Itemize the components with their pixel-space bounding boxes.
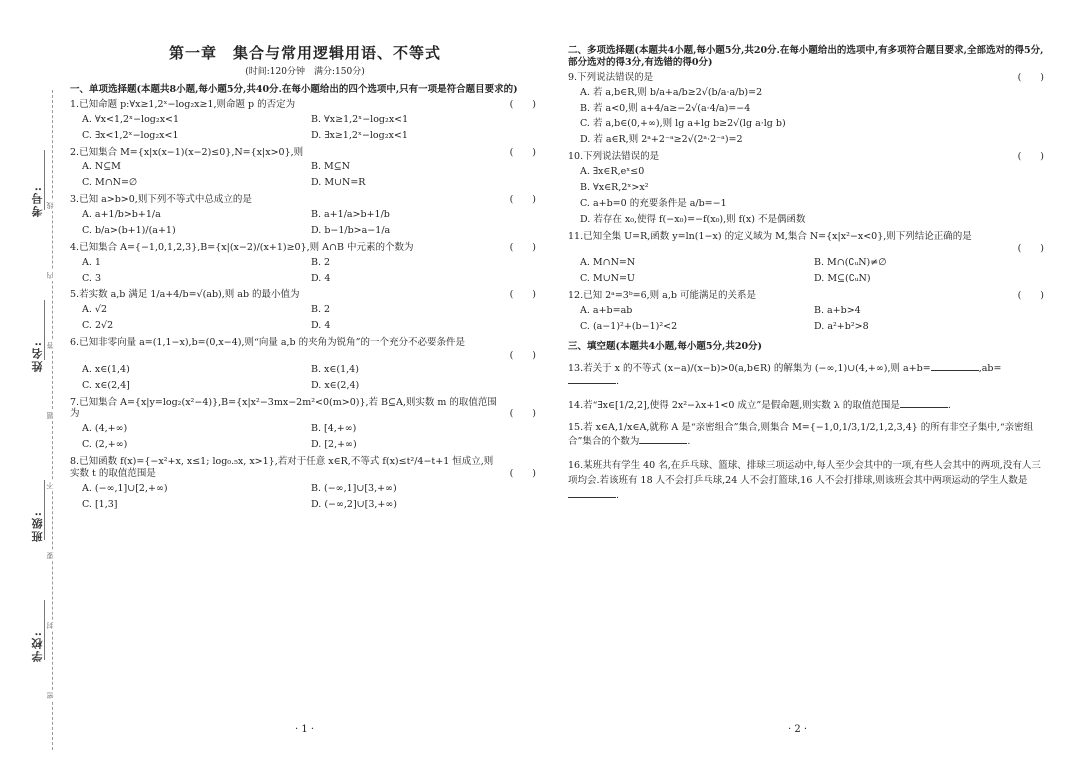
seal-hint-char: 题: [46, 412, 54, 419]
option-a: A. N⊆M: [82, 161, 121, 173]
page-number-1: · 1 ·: [295, 724, 315, 735]
question-stem: 11.已知全集 U=R,函数 y=ln(1−x) 的定义域为 M,集合 N={x|x²−x<0},则下列结论正确的是: [568, 230, 972, 242]
option-a: A. a+b=ab: [580, 304, 633, 316]
option-d: D. [2,+∞): [311, 439, 357, 451]
question-1: [70, 99, 540, 144]
option-b: B. M∩(∁ᵤN)≠∅: [814, 257, 887, 269]
page-2: [568, 42, 1048, 504]
seal-label-class: 班级:: [31, 510, 44, 543]
answer-bracket: ( ): [509, 349, 536, 361]
answer-bracket: ( ): [509, 467, 536, 479]
exam-time-score: (时间:120分钟 满分:150分): [245, 66, 365, 77]
option-a: A. 若 a,b∈R,则 b/a+a/b≥2√(b/a·a/b)=2: [580, 86, 763, 98]
option-b: B. a+b>4: [814, 304, 861, 316]
section-heading-single-choice: 一、单项选择题(本题共8小题,每小题5分,共40分.在每小题给出的四个选项中,只有一项是符合题目要求的): [70, 84, 518, 95]
answer-blank: [639, 434, 687, 444]
answer-bracket: ( ): [509, 241, 536, 253]
binding-seal-strip: [0, 0, 70, 768]
question-stem: 8.已知函数 f(x)={−x²+x, x≤1; log₀.₅x, x>1},若对于任意 x∈R,不等式 f(x)≤t²/4−t+1 恒成立,则实数 t 的取值范围是: [70, 456, 494, 479]
question-16: [568, 458, 1048, 504]
question-stem: 3.已知 a>b>0,则下列不等式中总成立的是: [70, 194, 252, 206]
question-3: [70, 194, 540, 239]
question-stem: 1.已知命题 p:∀x≥1,2ˣ−log₂x≥1,则命题 p 的否定为: [70, 98, 296, 110]
section-heading-fill-in: 三、填空题(本题共4小题,每小题5分,共20分): [568, 340, 763, 352]
option-b: B. x∈(1,4): [311, 363, 359, 375]
question-stem: 10.下列说法错误的是: [568, 151, 660, 163]
answer-bracket: ( ): [1017, 71, 1044, 83]
option-a: A. (−∞,1]∪[2,+∞): [82, 482, 168, 494]
option-d: D. b−1/b>a−1/a: [311, 224, 391, 236]
seal-label-name: 姓名:: [31, 340, 44, 373]
question-stem: 5.若实数 a,b 满足 1/a+4/b=√(ab),则 ab 的最小值为: [70, 289, 300, 301]
question-stem-tail: .: [616, 490, 620, 502]
option-a: A. ∃x∈R,eˣ≤0: [580, 166, 645, 177]
answer-blank: [568, 488, 616, 498]
seal-label-school: 学校:: [31, 630, 44, 663]
option-c: C. ∃x<1,2ˣ−log₂x<1: [82, 129, 179, 141]
option-b: B. [4,+∞): [311, 423, 357, 435]
option-c: C. b/a>(b+1)/(a+1): [82, 224, 176, 236]
seal-hint-char: 线: [46, 202, 54, 209]
option-d: D. a²+b²>8: [814, 320, 869, 332]
option-b: B. a+1/a>b+1/b: [311, 209, 390, 220]
question-stem: 16.某班共有学生 40 名,在乒乓球、篮球、排球三项运动中,每人至少会其中的一项,有些人会其中的两项,没有人三项均会.若该班有 18 人不会打乒乓球,24 人不会打篮球,16 人不会打排球,则该班会其中两项运动的学生人数是: [568, 459, 1041, 487]
option-d: D. ∃x≥1,2ˣ−log₂x<1: [311, 129, 408, 141]
option-b: B. M⊆N: [311, 161, 351, 173]
option-d: D. (−∞,2]∪[3,+∞): [311, 498, 397, 510]
question-stem: 6.已知非零向量 a=(1,1−x),b=(0,x−4),则“向量 a,b 的夹角为锐角”的一个充分不必要条件是: [70, 337, 465, 348]
answer-blank: [568, 374, 616, 384]
page-number-2: · 2 ·: [788, 724, 808, 735]
option-b: B. (−∞,1]∪[3,+∞): [311, 482, 397, 494]
option-a: A. 1: [82, 256, 101, 268]
answer-bracket: ( ): [1017, 243, 1044, 255]
question-15: [568, 422, 1048, 448]
option-d: D. M⊆(∁ᵤN): [814, 273, 871, 285]
option-d: D. 若 a∈R,则 2ᵃ+2⁻ᵃ≥2√(2ᵃ·2⁻ᵃ)=2: [580, 134, 743, 146]
option-b: B. ∀x∈R,2ˣ>x²: [580, 181, 649, 193]
option-c: C. 2√2: [82, 320, 114, 332]
answer-bracket: ( ): [1017, 151, 1044, 163]
question-stem: 14.若“∃x∈[1/2,2],使得 2x²−λx+1<0 成立”是假命题,则实数 λ 的取值范围是: [568, 400, 900, 412]
page-title: 第一章 集合与常用逻辑用语、不等式: [168, 44, 441, 62]
seal-hint-char: 密: [46, 692, 54, 699]
option-c: C. (2,+∞): [82, 439, 128, 451]
question-14: [568, 398, 1048, 412]
answer-bracket: ( ): [509, 194, 536, 206]
question-stem-tail: .: [687, 436, 691, 447]
option-a: A. a+1/b>b+1/a: [82, 209, 161, 220]
answer-bracket: ( ): [509, 289, 536, 301]
option-b: B. 若 a<0,则 a+4/a≥−2√(a·4/a)=−4: [580, 102, 751, 114]
question-6: [70, 337, 540, 394]
option-a: A. M∩N=N: [580, 257, 636, 269]
option-c: C. (a−1)²+(b−1)²<2: [580, 320, 678, 332]
answer-bracket: ( ): [509, 408, 536, 420]
option-b: B. 2: [311, 304, 331, 316]
seal-hint-char: 不: [46, 482, 54, 489]
question-stem-tail: .: [947, 400, 951, 412]
option-d: D. 4: [311, 320, 331, 332]
page-1: [70, 40, 540, 515]
option-a: A. ∀x<1,2ˣ−log₂x<1: [82, 113, 180, 125]
question-stem: 4.已知集合 A={−1,0,1,2,3},B={x|(x−2)/(x+1)≥0},则 A∩B 中元素的个数为: [70, 241, 414, 253]
option-d: D. M∪N=R: [311, 177, 366, 189]
option-d: D. 若存在 x₀,使得 f(−x₀)=−f(x₀),则 f(x) 不是偶函数: [580, 213, 806, 225]
option-d: D. 4: [311, 272, 331, 284]
answer-bracket: ( ): [1017, 290, 1044, 301]
question-stem: 7.已知集合 A={x|y=log₂(x²−4)},B={x|x²−3mx−2m²<0(m>0)},若 B⊆A,则实数 m 的取值范围为: [70, 396, 497, 420]
question-2: [70, 147, 540, 192]
option-c: C. [1,3]: [82, 498, 118, 510]
option-c: C. M∩N=∅: [82, 177, 138, 189]
question-stem-tail: .: [616, 376, 620, 388]
question-stem: 15.若 x∈A,1/x∈A,就称 A 是“亲密组合”集合,则集合 M={−1,0,1/3,1/2,1,2,3,4} 的所有非空子集中,“亲密组合”集合的个数为: [568, 422, 1034, 447]
option-a: A. x∈(1,4): [82, 363, 130, 375]
question-8: [70, 456, 540, 513]
question-10: [568, 151, 1048, 227]
question-stem: 9.下列说法错误的是: [568, 71, 654, 83]
question-9: [568, 72, 1048, 148]
option-c: C. 3: [82, 272, 102, 284]
option-c: C. x∈(2,4]: [82, 379, 130, 391]
section-heading-multiple-choice: 二、多项选择题(本题共4小题,每小题5分,共20分.在每小题给出的选项中,有多项符合题目要求,全部选对的得5分,部分选对的得3分,有选错的得0分): [568, 45, 1044, 68]
option-b: B. ∀x≥1,2ˣ−log₂x<1: [311, 113, 409, 125]
question-stem: 13.若关于 x 的不等式 (x−a)/(x−b)>0(a,b∈R) 的解集为 (−∞,1)∪(4,+∞),则 a+b=: [568, 362, 931, 374]
question-stem-mid: ,ab=: [978, 362, 1002, 374]
seal-hint-char: 封: [46, 622, 54, 629]
seal-hint-char: 答: [46, 342, 54, 349]
seal-label-exam-number: 考号:: [31, 185, 44, 218]
question-4: [70, 242, 540, 287]
answer-blank: [900, 398, 948, 408]
question-5: [70, 289, 540, 334]
option-c: C. M∪N=U: [580, 273, 635, 285]
answer-bracket: ( ): [509, 146, 536, 158]
seal-hint-char: 内: [46, 272, 54, 279]
answer-bracket: ( ): [509, 98, 536, 110]
question-12: [568, 290, 1048, 335]
answer-blank: [931, 361, 979, 371]
seal-hint-char: 要: [46, 552, 54, 559]
question-13: [568, 361, 1048, 389]
option-c: C. a+b=0 的充要条件是 a/b=−1: [580, 197, 727, 209]
option-b: B. 2: [311, 256, 331, 268]
option-c: C. 若 a,b∈(0,+∞),则 lg a+lg b≥2√(lg a·lg b): [580, 118, 786, 130]
option-a: A. (4,+∞): [82, 423, 128, 435]
question-stem: 2.已知集合 M={x|x(x−1)(x−2)≤0},N={x|x>0},则: [70, 146, 304, 158]
option-d: D. x∈(2,4): [311, 379, 360, 391]
question-stem: 12.已知 2ᵃ=3ᵇ=6,则 a,b 可能满足的关系是: [568, 290, 756, 301]
question-11: [568, 231, 1048, 288]
question-7: [70, 397, 540, 454]
option-a: A. √2: [82, 304, 107, 316]
